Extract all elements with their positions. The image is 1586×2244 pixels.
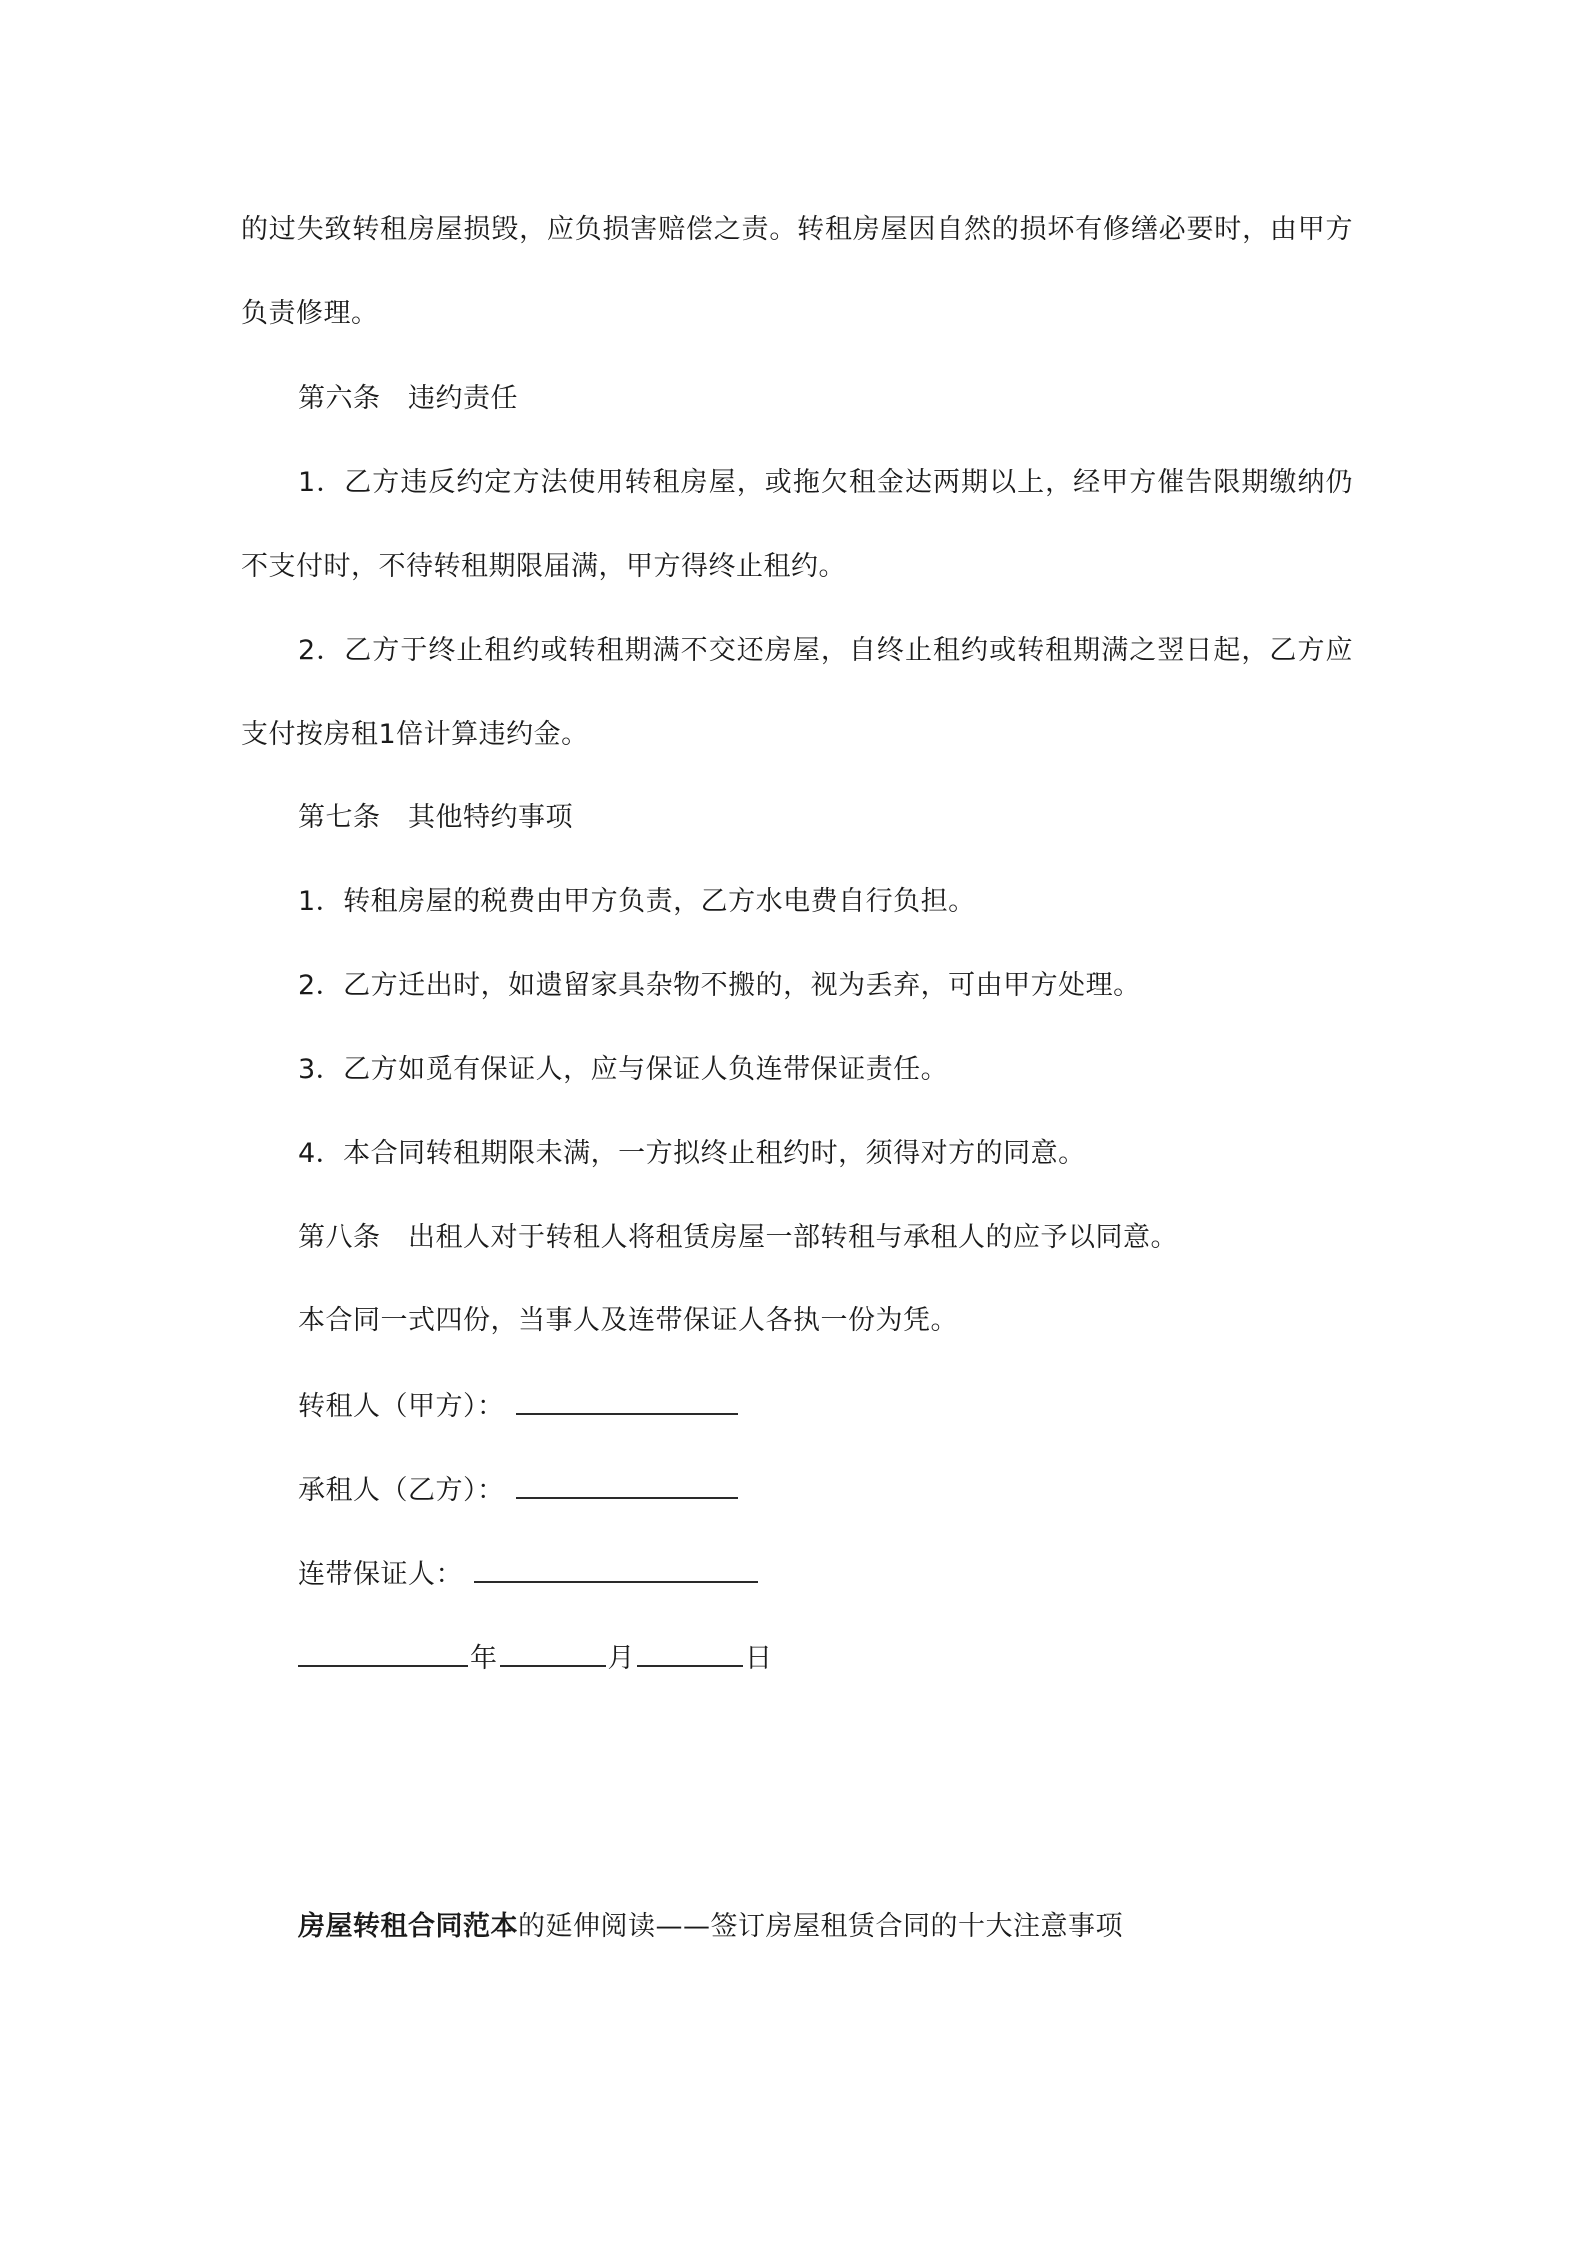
year-blank [298, 1639, 468, 1667]
month-label: 月 [607, 1643, 635, 1674]
clause-line: 支付按房租1倍计算违约金。 [241, 719, 589, 750]
extended-reading-title: 房屋转租合同范本 [298, 1911, 518, 1942]
clause-line: 2．乙方迁出时，如遗留家具杂物不搬的，视为丢弃，可由甲方处理。 [298, 970, 1141, 1001]
clause-line: 3．乙方如觅有保证人，应与保证人负连带保证责任。 [298, 1054, 949, 1085]
paragraph-line: 负责修理。 [241, 298, 379, 329]
article-eight: 第八条 出租人对于转租人将租赁房屋一部转租与承租人的应予以同意。 [298, 1222, 1178, 1253]
month-blank [500, 1639, 606, 1667]
day-blank [637, 1639, 743, 1667]
party-a-signature-blank [516, 1387, 738, 1415]
copies-statement: 本合同一式四份，当事人及连带保证人各执一份为凭。 [298, 1305, 958, 1336]
clause-line: 4．本合同转租期限未满，一方拟终止租约时，须得对方的同意。 [298, 1138, 1086, 1169]
party-a-label: 转租人（甲方）： [298, 1391, 505, 1422]
year-label: 年 [470, 1643, 498, 1674]
party-b-label: 承租人（乙方）： [298, 1475, 505, 1506]
clause-line: 1．乙方违反约定方法使用转租房屋，或拖欠租金达两期以上，经甲方催告限期缴纳仍 [298, 467, 1353, 498]
extended-reading-subtitle: 的延伸阅读——签订房屋租赁合同的十大注意事项 [518, 1911, 1123, 1942]
day-label: 日 [745, 1643, 773, 1674]
extended-reading-heading [298, 1909, 1123, 1945]
party-a-signature-line [298, 1387, 740, 1425]
article-six-heading: 第六条 违约责任 [298, 383, 518, 414]
party-b-signature-line [298, 1471, 740, 1509]
guarantor-signature-line [298, 1555, 760, 1593]
clause-line: 2．乙方于终止租约或转租期满不交还房屋，自终止租约或转租期满之翌日起，乙方应 [298, 635, 1353, 666]
article-seven-heading: 第七条 其他特约事项 [298, 802, 573, 833]
paragraph-line: 的过失致转租房屋损毁，应负损害赔偿之责。转租房屋因自然的损坏有修缮必要时，由甲方 [241, 214, 1353, 245]
party-b-signature-blank [516, 1471, 738, 1499]
date-line [298, 1639, 773, 1677]
guarantor-label: 连带保证人： [298, 1559, 463, 1590]
guarantor-signature-blank [474, 1555, 758, 1583]
clause-line: 1．转租房屋的税费由甲方负责，乙方水电费自行负担。 [298, 886, 976, 917]
clause-line: 不支付时，不待转租期限届满，甲方得终止租约。 [241, 551, 846, 582]
